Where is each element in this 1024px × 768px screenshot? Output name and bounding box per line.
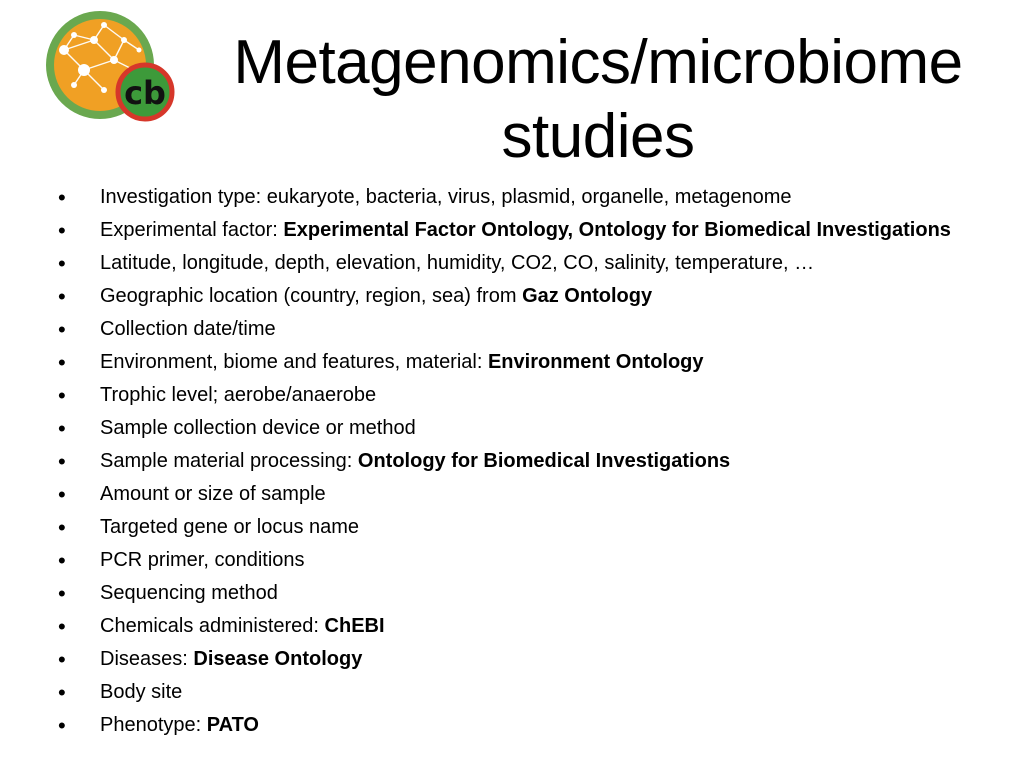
title-line-1: Metagenomics/microbiome [233,28,963,97]
title-line-2: studies [501,102,695,171]
list-item [58,613,958,640]
bullet-icon: • [58,449,66,474]
list-item-text: PCR primer, conditions [100,549,305,571]
bullet-icon: • [58,482,66,507]
list-item-text: Trophic level; aerobe/anaerobe [100,384,377,406]
bullet-icon: • [58,515,66,540]
list-item-text: Experimental factor: [100,219,284,241]
list-item [58,646,958,673]
list-item [58,184,958,211]
list-item [58,250,958,277]
list-item-text: Body site [100,681,183,703]
list-item-text: Targeted gene or locus name [100,516,360,538]
bullet-icon: • [58,284,66,309]
list-item-text: Diseases: [100,648,194,670]
list-item [58,712,958,739]
list-item-text: Environment, biome and features, material: [100,351,488,373]
list-item-text: Amount or size of sample [100,483,326,505]
bullet-list [58,184,958,745]
list-item-text: Latitude, longitude, depth, elevation, humidity, CO2, CO, salinity, temperature, … [100,252,815,274]
list-item-emphasis: Gaz Ontology [522,285,653,307]
list-item-emphasis: Environment Ontology [487,351,704,373]
list-item [58,547,958,574]
cb-logo-graphic [44,10,178,124]
bullet-icon: • [58,185,66,210]
list-item-text: Chemicals administered: [100,615,325,637]
list-item [58,514,958,541]
bullet-icon: • [58,350,66,375]
logo-badge-text: cb [124,74,166,112]
list-item [58,283,958,310]
list-item-text: Sample material processing: [100,450,358,472]
list-item [58,481,958,508]
list-item-text: Collection date/time [100,318,276,340]
list-item-text: Sequencing method [100,582,278,604]
page-title [200,26,996,174]
list-item-emphasis: PATO [206,714,259,736]
bullet-icon: • [58,416,66,441]
list-item-emphasis: Ontology for Biomedical Investigations [357,450,731,472]
list-item-emphasis: Experimental Factor Ontology, Ontology for Biomedical Investigations [283,219,951,241]
bullet-icon: • [58,581,66,606]
list-item-text: Sample collection device or method [100,417,416,439]
bullet-icon: • [58,317,66,342]
bullet-icon: • [58,251,66,276]
list-item-emphasis: ChEBI [324,615,385,637]
cb-logo-icon [44,10,178,124]
bullet-icon: • [58,383,66,408]
bullet-icon: • [58,680,66,705]
bullet-icon: • [58,713,66,738]
list-item-emphasis: Disease Ontology [193,648,363,670]
list-item-text: Geographic location (country, region, sea) from [100,285,523,307]
list-item [58,316,958,343]
list-item [58,415,958,442]
list-item [58,448,958,475]
bullet-icon: • [58,548,66,573]
list-item [58,679,958,706]
list-item-text: Investigation type: eukaryote, bacteria, virus, plasmid, organelle, metagenome [100,186,792,208]
list-item [58,382,958,409]
list-item [58,580,958,607]
bullet-icon: • [58,614,66,639]
list-item [58,349,958,376]
list-item [58,217,958,244]
bullet-icon: • [58,647,66,672]
list-item-text: Phenotype: [100,714,207,736]
bullet-icon: • [58,218,66,243]
